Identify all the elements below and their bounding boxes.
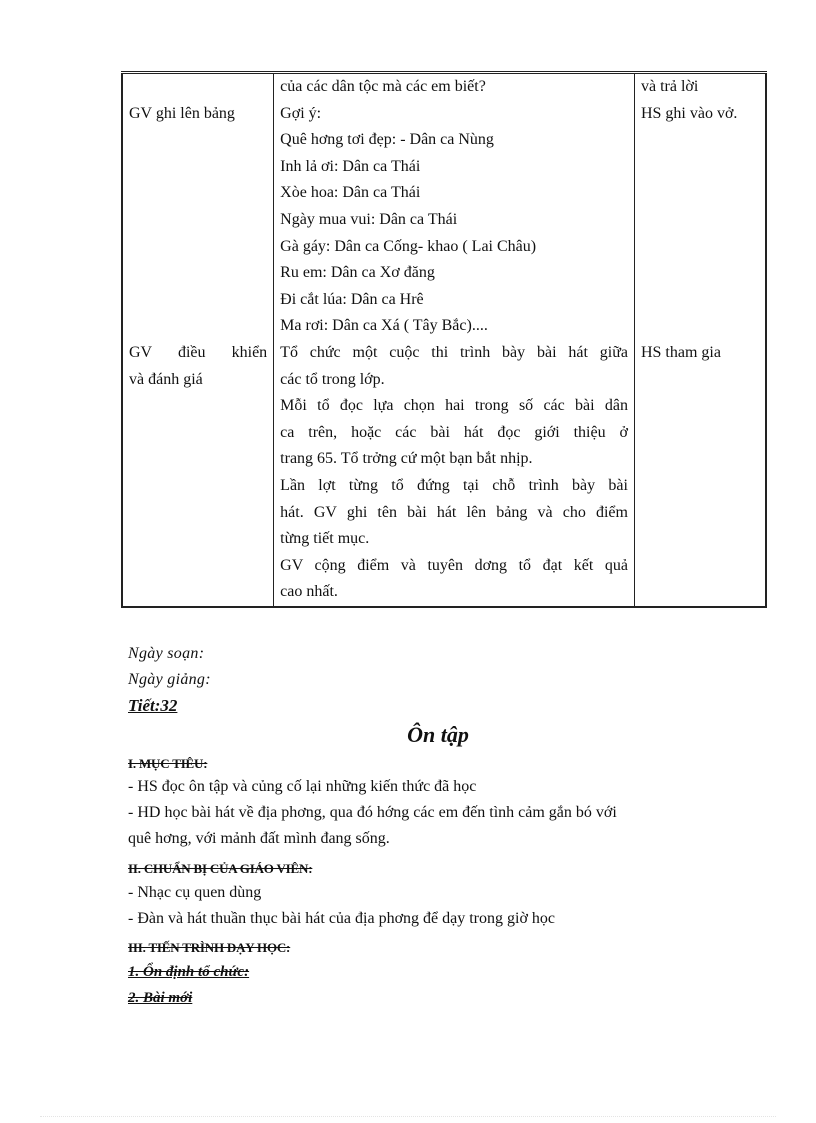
content-line: Ngày mua vui: Dân ca Thái (280, 210, 458, 228)
content-line: Tổ chức một cuộc thi trình bày bài hát giữa (280, 343, 628, 361)
teacher-activity-cell (122, 340, 274, 607)
content-line: từng tiết mục. (280, 530, 370, 548)
content-line: các tổ trong lớp. (280, 370, 385, 388)
preparation-text (128, 880, 760, 932)
teacher-line: GV điều khiển (129, 343, 268, 361)
page-bottom-divider (40, 1116, 776, 1117)
objectives-text (128, 774, 760, 852)
lesson-number: Tiết:32 (128, 696, 178, 715)
content-line: trang 65. Tổ trởng cứ một bạn bắt nhịp. (280, 450, 533, 468)
content-line: Xòe hoa: Dân ca Thái (280, 184, 421, 202)
content-line: của các dân tộc mà các em biết? (280, 78, 486, 95)
content-cell (274, 73, 635, 340)
content-line: Lần lợt từng tổ đứng tại chỗ trình bày bài (280, 476, 628, 494)
paragraph-line: - HD học bài hát về địa phơng, qua đó hớng các em đến tình cảm gắn bó với (128, 804, 617, 821)
lesson-title: Ôn tập (407, 722, 469, 747)
section-heading-preparation: II. CHUẨN BỊ CỦA GIÁO VIÊN: (128, 861, 313, 876)
student-line: HS ghi vào vở. (640, 104, 738, 122)
content-line: Đi cắt lúa: Dân ca Hrê (280, 290, 424, 308)
table-row (122, 73, 766, 340)
content-line: Inh lả ơi: Dân ca Thái (280, 157, 421, 175)
content-line: Gợi ý: (280, 104, 322, 122)
section-heading-objectives: I. MỤC TIÊU: (128, 756, 208, 771)
prep-date-label: Ngày soạn: (128, 645, 205, 662)
content-line: ca trên, hoặc các bài hát đọc giới thiệu ở (280, 423, 628, 441)
content-line: Mỗi tổ đọc lựa chọn hai trong số các bài dân (280, 397, 628, 415)
content-line: Ma rơi: Dân ca Xá ( Tây Bắc).... (280, 317, 488, 335)
teacher-line: GV ghi lên bảng (129, 104, 235, 122)
subheading-new-lesson: 2. Bài mới (128, 990, 193, 1006)
content-line: GV cộng điểm và tuyên dơng tổ đạt kết quả (280, 556, 628, 574)
blank-line (129, 74, 267, 101)
paragraph-line: - HS đọc ôn tập và củng cố lại những kiến thức đã học (128, 778, 477, 795)
teacher-line: và đánh giá (129, 370, 203, 388)
student-activity-cell (634, 73, 766, 340)
content-line: Gà gáy: Dân ca Cống- khao ( Lai Châu) (280, 237, 537, 255)
student-line: HS tham gia (640, 343, 721, 361)
paragraph-line: - Đàn và hát thuần thục bài hát của địa phơng để dạy trong giờ học (128, 910, 556, 927)
content-line: Ru em: Dân ca Xơ đăng (280, 264, 435, 282)
paragraph-line: - Nhạc cụ quen dùng (128, 884, 262, 901)
section-heading-process: III. TIẾN TRÌNH DẠY HỌC: (128, 940, 291, 955)
subheading-organization: 1. Ổn định tổ chức: (128, 964, 250, 980)
paragraph-line: quê hơng, với mảnh đất mình đang sống. (128, 830, 390, 847)
teaching-date-label: Ngày giảng: (128, 671, 211, 688)
lesson-activity-table (121, 71, 767, 608)
content-line: hát. GV ghi tên bài hát lên bảng và cho điểm (280, 503, 628, 521)
content-line: cao nhất. (280, 583, 338, 601)
student-activity-cell (634, 340, 766, 607)
student-line: và trả lời (640, 78, 699, 95)
content-cell (274, 340, 635, 607)
teacher-activity-cell (122, 73, 274, 340)
table-row (122, 340, 766, 607)
content-line: Quê hơng tơi đẹp: - Dân ca Nùng (280, 131, 494, 149)
